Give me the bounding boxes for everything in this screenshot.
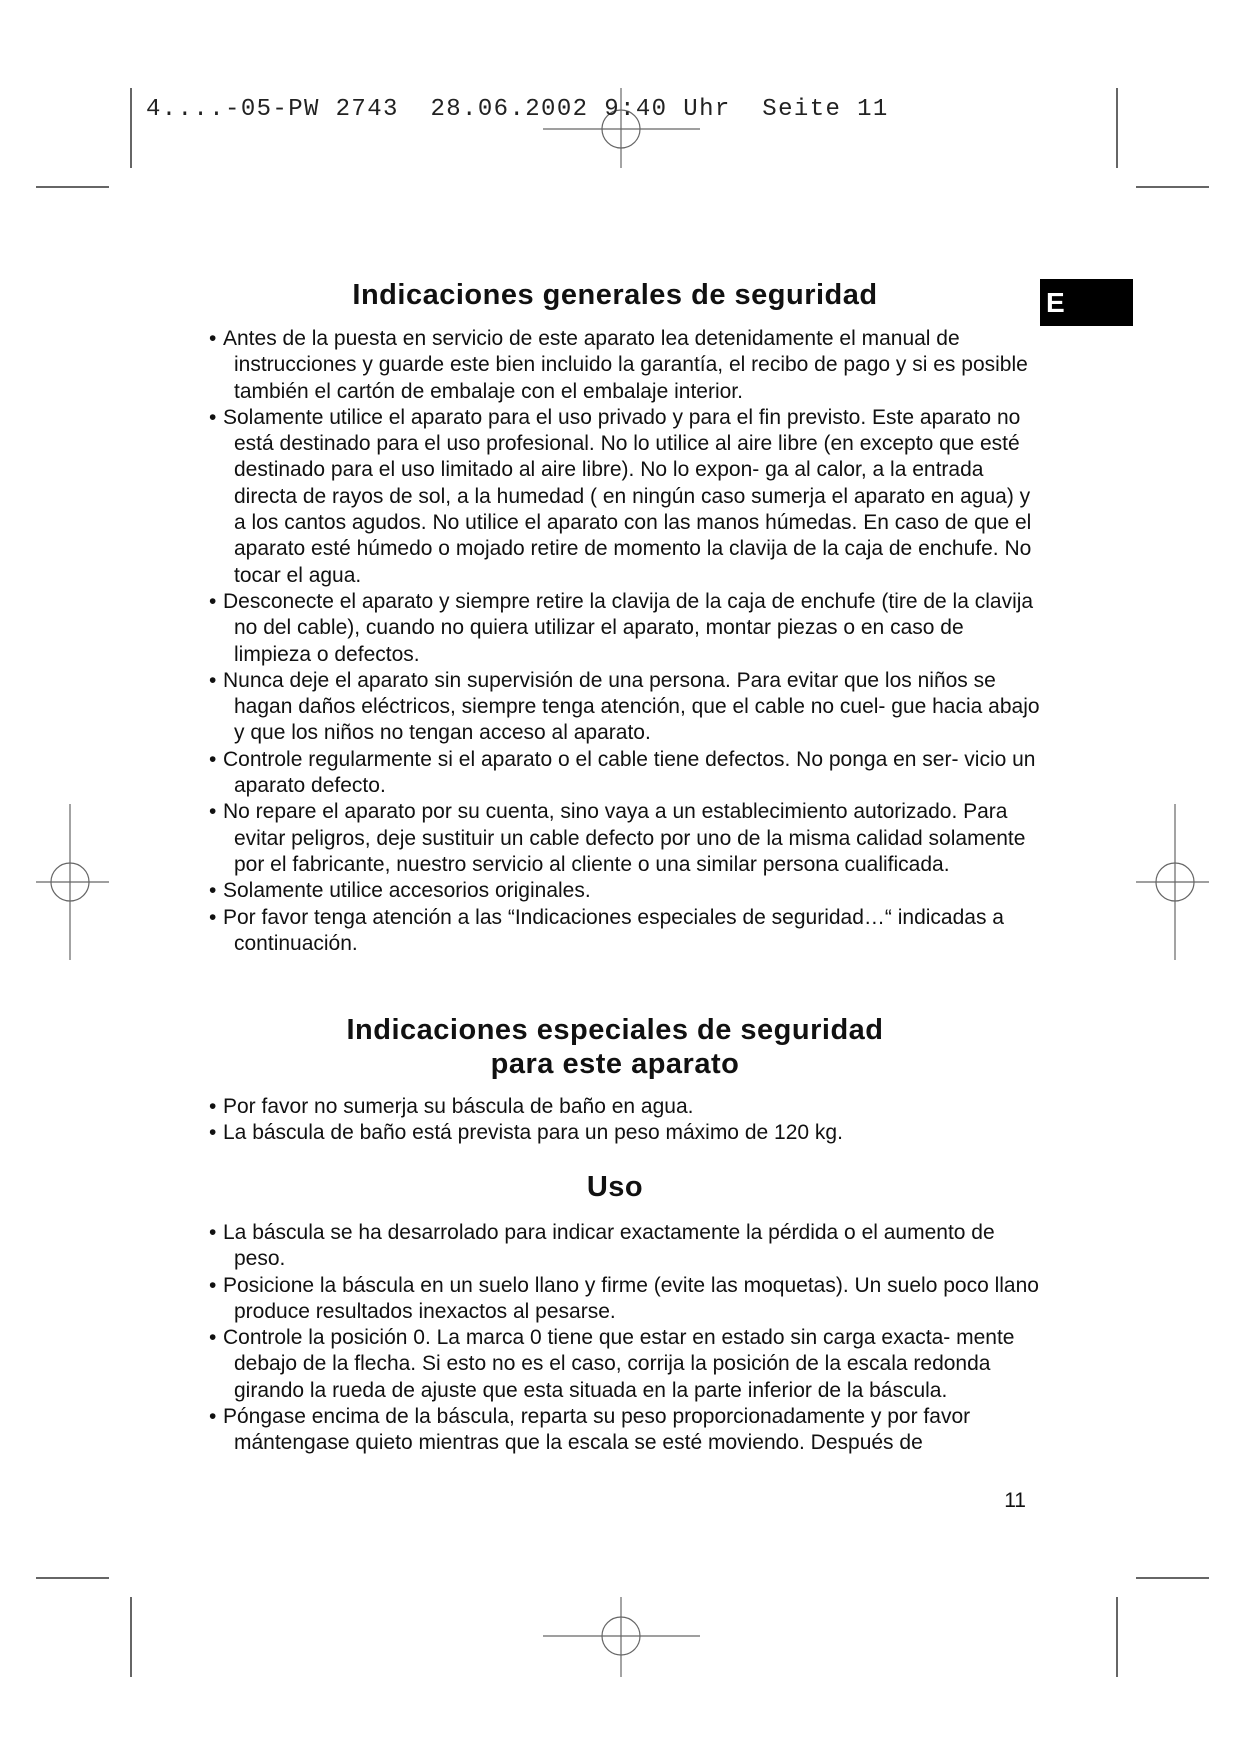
registration-target-bottom: [543, 1597, 700, 1677]
list-item: • La báscula se ha desarrolado para indicar exactamente la pérdida o el aumento de peso.: [190, 1220, 1040, 1273]
section-title: Indicaciones generales de seguridad: [352, 279, 878, 311]
list-item: • No repare el aparato por su cuenta, sino vaya a un establecimiento autorizado. Para evitar peligros, deje sustituir un cable defecto por uno de la misma calidad solamente por el fabricante, nuestro servicio al cliente o una similar persona cualificada.: [190, 799, 1040, 878]
list-item: • La báscula de baño está prevista para un peso máximo de 120 kg.: [190, 1120, 1040, 1146]
section-title: Uso: [586, 1171, 644, 1203]
list-item: • Solamente utilice el aparato para el uso privado y para el fin previsto. Este aparato no está destinado para el uso profesional. No lo utilice al aire libre (en excepto que esté destinado para el uso limitado al aire libre). No lo expon- ga al calor, a la entrada directa de rayos de sol, a la humedad ( en ningún caso sumerja el aparato en agua) y a los cantos agudos. No utilice el aparato con las manos húmedas. En caso de que el aparato esté húmedo o mojado retire de momento la clavija de la caja de enchufe. No tocar el agua.: [190, 405, 1040, 589]
list-item: • Desconecte el aparato y siempre retire la clavija de la caja de enchufe (tire de la clavija no del cable), cuando no quiera utilizar el aparato, montar piezas o en caso de limpieza o defectos.: [190, 589, 1040, 668]
print-header: 4....-05-PW 2743 28.06.2002 9:40 Uhr Seite 11: [146, 96, 889, 123]
list-item: • Solamente utilice accesorios originales.: [190, 878, 1040, 904]
section-title: Indicaciones especiales de seguridad para este aparato: [346, 1014, 884, 1080]
list-item: • Antes de la puesta en servicio de este aparato lea detenidamente el manual de instrucciones y guarde este bien incluido la garantía, el recibo de pago y si es posible también el cartón de embalaje con el embalaje interior.: [190, 326, 1040, 405]
list-item: • Controle regularmente si el aparato o el cable tiene defectos. No ponga en ser- vicio un aparato defecto.: [190, 747, 1040, 800]
general-safety-list: [190, 326, 1040, 957]
list-item: • Posicione la báscula en un suelo llano y firme (evite las moquetas). Un suelo poco llano produce resultados inexactos al pesarse.: [190, 1273, 1040, 1326]
page-number: 11: [1004, 1489, 1026, 1512]
use-list: [190, 1220, 1040, 1457]
registration-target-left: [36, 804, 109, 960]
list-item: • Controle la posición 0. La marca 0 tiene que estar en estado sin carga exacta- mente debajo de la flecha. Si esto no es el caso, corrija la posición de la escala redonda girando la rueda de ajuste que esta situada en la parte inferior de la báscula.: [190, 1325, 1040, 1404]
list-item: • Por favor no sumerja su báscula de baño en agua.: [190, 1094, 1040, 1120]
list-item: • Póngase encima de la báscula, reparta su peso proporcionadamente y por favor mántengase quieto mientras que la escala se esté moviendo. Después de: [190, 1404, 1040, 1457]
section-special-safety: [190, 1013, 1040, 1081]
special-safety-list: [190, 1094, 1040, 1147]
list-item: • Nunca deje el aparato sin supervisión de una persona. Para evitar que los niños se hagan daños eléctricos, siempre tenga atención, que el cable no cuel- gue hacia abajo y que los niños no tengan acceso al aparato.: [190, 668, 1040, 747]
registration-target-right: [1136, 804, 1209, 960]
section-general-safety: [190, 278, 1040, 312]
section-use: [190, 1170, 1040, 1204]
list-item: • Por favor tenga atención a las “Indicaciones especiales de seguridad…“ indicadas a continuación.: [190, 905, 1040, 958]
language-tab: E: [1040, 279, 1133, 326]
